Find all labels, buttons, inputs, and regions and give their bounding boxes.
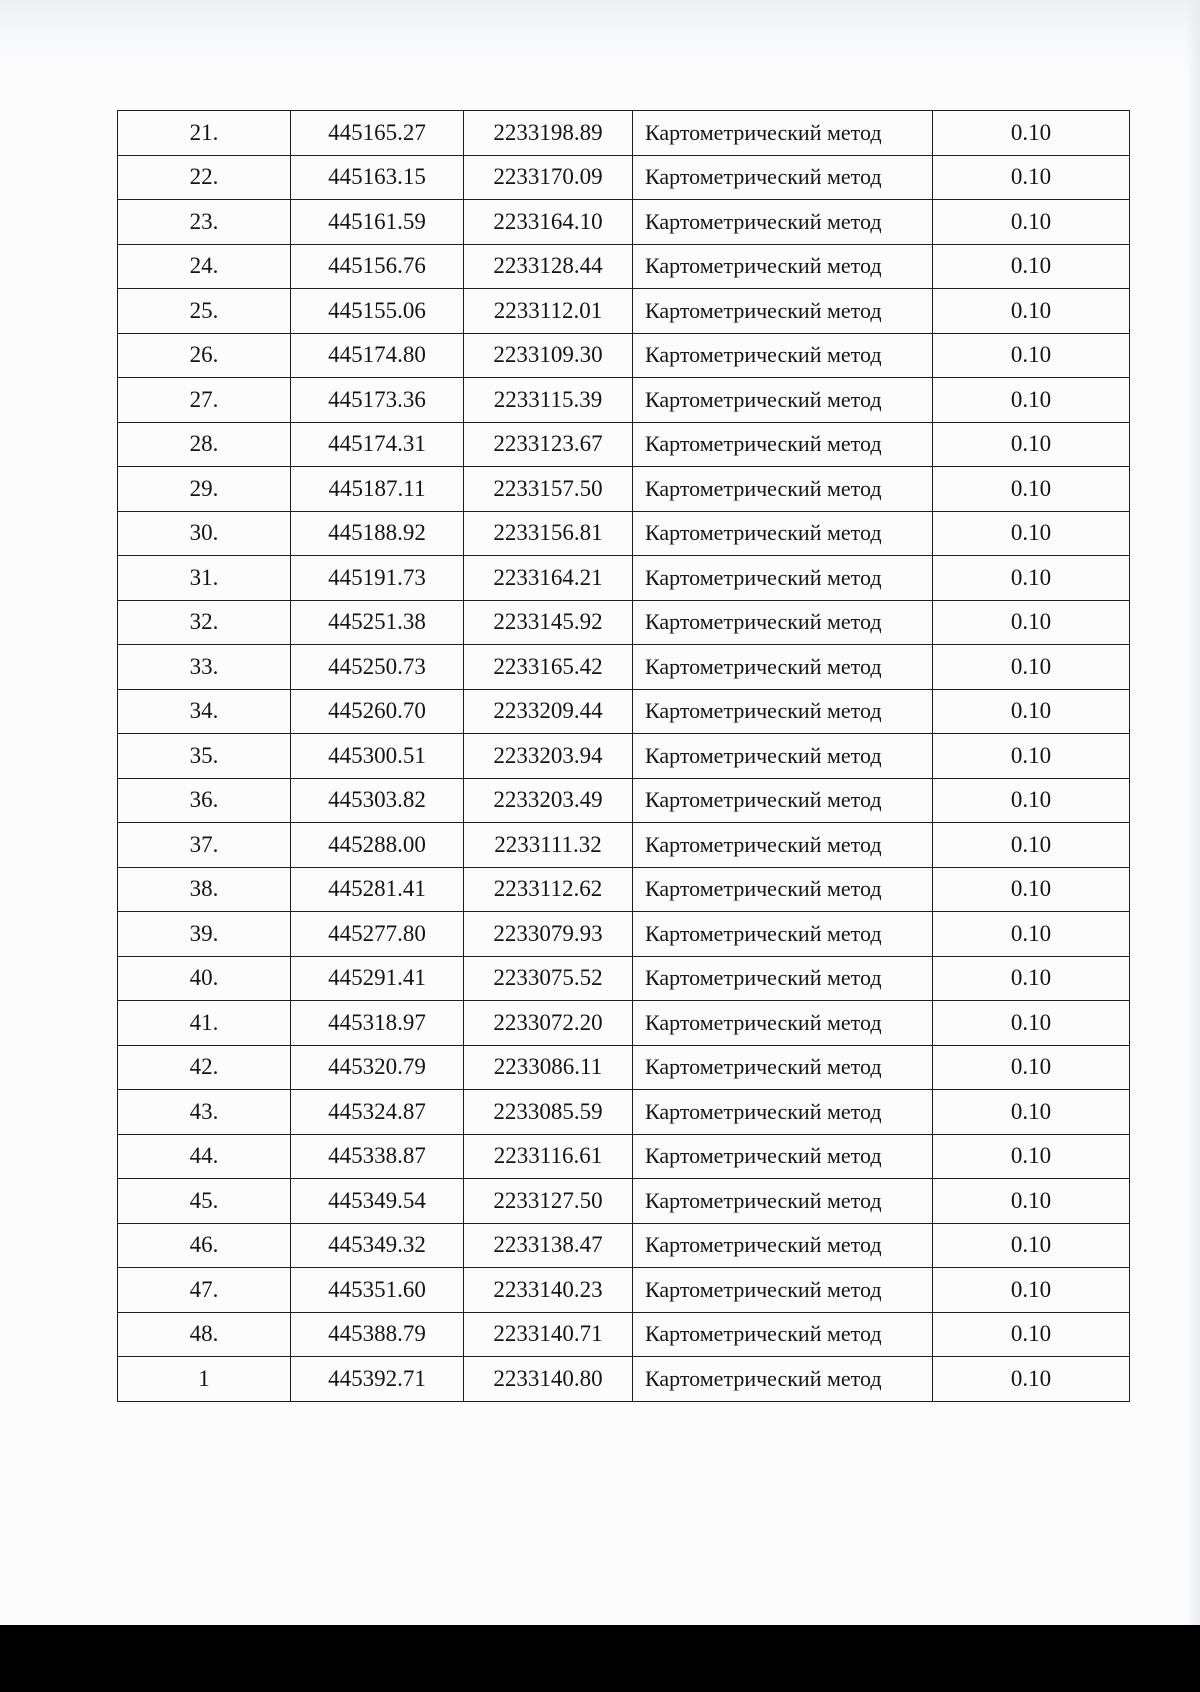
point-number-cell: 40.: [118, 956, 291, 1001]
precision-cell: 0.10: [933, 111, 1130, 156]
table-row: [118, 778, 1130, 823]
method-cell: Картометрический метод: [633, 511, 933, 556]
precision-cell: 0.10: [933, 244, 1130, 289]
table-row: [118, 556, 1130, 601]
coordinate-y-cell: 2233075.52: [464, 956, 633, 1001]
scan-bottom-bar: [0, 1625, 1200, 1692]
coordinate-y-cell: 2233072.20: [464, 1001, 633, 1046]
precision-cell: 0.10: [933, 1312, 1130, 1357]
coordinate-x-cell: 445291.41: [291, 956, 464, 1001]
method-cell: Картометрический метод: [633, 645, 933, 690]
table-row: [118, 912, 1130, 957]
coordinate-x-cell: 445324.87: [291, 1090, 464, 1135]
precision-cell: 0.10: [933, 823, 1130, 868]
method-cell: Картометрический метод: [633, 912, 933, 957]
coordinate-x-cell: 445318.97: [291, 1001, 464, 1046]
point-number-cell: 48.: [118, 1312, 291, 1357]
method-cell: Картометрический метод: [633, 823, 933, 868]
method-cell: Картометрический метод: [633, 155, 933, 200]
method-cell: Картометрический метод: [633, 1357, 933, 1402]
coordinate-x-cell: 445281.41: [291, 867, 464, 912]
table-row: [118, 600, 1130, 645]
table-row: [118, 200, 1130, 245]
coordinate-x-cell: 445161.59: [291, 200, 464, 245]
method-cell: Картометрический метод: [633, 1134, 933, 1179]
table-row: [118, 1045, 1130, 1090]
point-number-cell: 46.: [118, 1223, 291, 1268]
point-number-cell: 21.: [118, 111, 291, 156]
coordinate-x-cell: 445165.27: [291, 111, 464, 156]
point-number-cell: 27.: [118, 378, 291, 423]
precision-cell: 0.10: [933, 1134, 1130, 1179]
point-number-cell: 36.: [118, 778, 291, 823]
table-row: [118, 1179, 1130, 1224]
coordinates-table-body: [118, 111, 1130, 1402]
precision-cell: 0.10: [933, 1001, 1130, 1046]
table-row: [118, 734, 1130, 779]
coordinate-x-cell: 445288.00: [291, 823, 464, 868]
method-cell: Картометрический метод: [633, 1001, 933, 1046]
point-number-cell: 38.: [118, 867, 291, 912]
point-number-cell: 32.: [118, 600, 291, 645]
coordinate-x-cell: 445260.70: [291, 689, 464, 734]
precision-cell: 0.10: [933, 511, 1130, 556]
coordinate-y-cell: 2233157.50: [464, 467, 633, 512]
coordinate-y-cell: 2233140.80: [464, 1357, 633, 1402]
precision-cell: 0.10: [933, 778, 1130, 823]
method-cell: Картометрический метод: [633, 1268, 933, 1313]
table-row: [118, 111, 1130, 156]
coordinate-y-cell: 2233111.32: [464, 823, 633, 868]
coordinate-x-cell: 445320.79: [291, 1045, 464, 1090]
method-cell: Картометрический метод: [633, 600, 933, 645]
method-cell: Картометрический метод: [633, 200, 933, 245]
precision-cell: 0.10: [933, 734, 1130, 779]
precision-cell: 0.10: [933, 956, 1130, 1001]
point-number-cell: 24.: [118, 244, 291, 289]
coordinate-y-cell: 2233140.23: [464, 1268, 633, 1313]
coordinate-x-cell: 445191.73: [291, 556, 464, 601]
coordinate-y-cell: 2233128.44: [464, 244, 633, 289]
method-cell: Картометрический метод: [633, 1045, 933, 1090]
coordinate-y-cell: 2233165.42: [464, 645, 633, 690]
point-number-cell: 23.: [118, 200, 291, 245]
point-number-cell: 1: [118, 1357, 291, 1402]
point-number-cell: 30.: [118, 511, 291, 556]
precision-cell: 0.10: [933, 1357, 1130, 1402]
table-row: [118, 289, 1130, 334]
precision-cell: 0.10: [933, 289, 1130, 334]
method-cell: Картометрический метод: [633, 956, 933, 1001]
table-row: [118, 1357, 1130, 1402]
point-number-cell: 31.: [118, 556, 291, 601]
precision-cell: 0.10: [933, 200, 1130, 245]
point-number-cell: 37.: [118, 823, 291, 868]
table-row: [118, 378, 1130, 423]
coordinate-x-cell: 445300.51: [291, 734, 464, 779]
coordinate-y-cell: 2233109.30: [464, 333, 633, 378]
table-row: [118, 1134, 1130, 1179]
coordinate-y-cell: 2233145.92: [464, 600, 633, 645]
coordinate-x-cell: 445188.92: [291, 511, 464, 556]
precision-cell: 0.10: [933, 912, 1130, 957]
method-cell: Картометрический метод: [633, 111, 933, 156]
point-number-cell: 34.: [118, 689, 291, 734]
table-row: [118, 422, 1130, 467]
point-number-cell: 28.: [118, 422, 291, 467]
precision-cell: 0.10: [933, 1268, 1130, 1313]
precision-cell: 0.10: [933, 1179, 1130, 1224]
coordinate-y-cell: 2233138.47: [464, 1223, 633, 1268]
coordinate-x-cell: 445155.06: [291, 289, 464, 334]
precision-cell: 0.10: [933, 867, 1130, 912]
point-number-cell: 44.: [118, 1134, 291, 1179]
precision-cell: 0.10: [933, 333, 1130, 378]
coordinate-y-cell: 2233170.09: [464, 155, 633, 200]
method-cell: Картометрический метод: [633, 556, 933, 601]
coordinate-y-cell: 2233164.21: [464, 556, 633, 601]
coordinate-x-cell: 445173.36: [291, 378, 464, 423]
table-row: [118, 1090, 1130, 1135]
method-cell: Картометрический метод: [633, 778, 933, 823]
method-cell: Картометрический метод: [633, 1179, 933, 1224]
coordinate-x-cell: 445351.60: [291, 1268, 464, 1313]
coordinate-y-cell: 2233115.39: [464, 378, 633, 423]
method-cell: Картометрический метод: [633, 867, 933, 912]
coordinate-y-cell: 2233123.67: [464, 422, 633, 467]
table-row: [118, 333, 1130, 378]
scan-shadow-top: [0, 0, 1200, 70]
scan-shadow-right: [1186, 0, 1200, 1625]
coordinate-y-cell: 2233203.49: [464, 778, 633, 823]
coordinate-x-cell: 445250.73: [291, 645, 464, 690]
table-row: [118, 1223, 1130, 1268]
table-row: [118, 823, 1130, 868]
precision-cell: 0.10: [933, 1090, 1130, 1135]
coordinate-x-cell: 445303.82: [291, 778, 464, 823]
coordinate-x-cell: 445187.11: [291, 467, 464, 512]
coordinate-y-cell: 2233086.11: [464, 1045, 633, 1090]
coordinate-x-cell: 445251.38: [291, 600, 464, 645]
point-number-cell: 41.: [118, 1001, 291, 1046]
table-row: [118, 645, 1130, 690]
coordinate-y-cell: 2233116.61: [464, 1134, 633, 1179]
method-cell: Картометрический метод: [633, 467, 933, 512]
precision-cell: 0.10: [933, 378, 1130, 423]
point-number-cell: 39.: [118, 912, 291, 957]
coordinate-x-cell: 445349.32: [291, 1223, 464, 1268]
method-cell: Картометрический метод: [633, 1223, 933, 1268]
method-cell: Картометрический метод: [633, 378, 933, 423]
method-cell: Картометрический метод: [633, 333, 933, 378]
method-cell: Картометрический метод: [633, 244, 933, 289]
table-row: [118, 1268, 1130, 1313]
table-row: [118, 956, 1130, 1001]
coordinate-y-cell: 2233112.62: [464, 867, 633, 912]
coordinate-x-cell: 445163.15: [291, 155, 464, 200]
coordinate-x-cell: 445174.31: [291, 422, 464, 467]
point-number-cell: 22.: [118, 155, 291, 200]
table-row: [118, 511, 1130, 556]
coordinate-x-cell: 445349.54: [291, 1179, 464, 1224]
coordinate-y-cell: 2233164.10: [464, 200, 633, 245]
method-cell: Картометрический метод: [633, 689, 933, 734]
coordinates-table: [117, 110, 1130, 1402]
method-cell: Картометрический метод: [633, 1090, 933, 1135]
point-number-cell: 47.: [118, 1268, 291, 1313]
coordinate-x-cell: 445277.80: [291, 912, 464, 957]
table-row: [118, 467, 1130, 512]
point-number-cell: 35.: [118, 734, 291, 779]
coordinate-x-cell: 445392.71: [291, 1357, 464, 1402]
method-cell: Картометрический метод: [633, 289, 933, 334]
coordinate-y-cell: 2233112.01: [464, 289, 633, 334]
table-row: [118, 867, 1130, 912]
precision-cell: 0.10: [933, 422, 1130, 467]
coordinate-y-cell: 2233085.59: [464, 1090, 633, 1135]
method-cell: Картометрический метод: [633, 1312, 933, 1357]
precision-cell: 0.10: [933, 467, 1130, 512]
method-cell: Картометрический метод: [633, 422, 933, 467]
point-number-cell: 45.: [118, 1179, 291, 1224]
precision-cell: 0.10: [933, 600, 1130, 645]
precision-cell: 0.10: [933, 1223, 1130, 1268]
coordinate-y-cell: 2233209.44: [464, 689, 633, 734]
point-number-cell: 43.: [118, 1090, 291, 1135]
point-number-cell: 25.: [118, 289, 291, 334]
precision-cell: 0.10: [933, 155, 1130, 200]
coordinate-y-cell: 2233140.71: [464, 1312, 633, 1357]
point-number-cell: 26.: [118, 333, 291, 378]
table-row: [118, 155, 1130, 200]
table-row: [118, 689, 1130, 734]
method-cell: Картометрический метод: [633, 734, 933, 779]
precision-cell: 0.10: [933, 556, 1130, 601]
coordinate-y-cell: 2233079.93: [464, 912, 633, 957]
coordinate-y-cell: 2233127.50: [464, 1179, 633, 1224]
coordinate-x-cell: 445174.80: [291, 333, 464, 378]
point-number-cell: 29.: [118, 467, 291, 512]
point-number-cell: 42.: [118, 1045, 291, 1090]
table-row: [118, 1312, 1130, 1357]
table-row: [118, 1001, 1130, 1046]
precision-cell: 0.10: [933, 645, 1130, 690]
coordinate-x-cell: 445156.76: [291, 244, 464, 289]
coordinate-y-cell: 2233203.94: [464, 734, 633, 779]
coordinate-y-cell: 2233198.89: [464, 111, 633, 156]
table-row: [118, 244, 1130, 289]
coordinate-x-cell: 445388.79: [291, 1312, 464, 1357]
precision-cell: 0.10: [933, 1045, 1130, 1090]
point-number-cell: 33.: [118, 645, 291, 690]
precision-cell: 0.10: [933, 689, 1130, 734]
coordinate-y-cell: 2233156.81: [464, 511, 633, 556]
coordinate-x-cell: 445338.87: [291, 1134, 464, 1179]
